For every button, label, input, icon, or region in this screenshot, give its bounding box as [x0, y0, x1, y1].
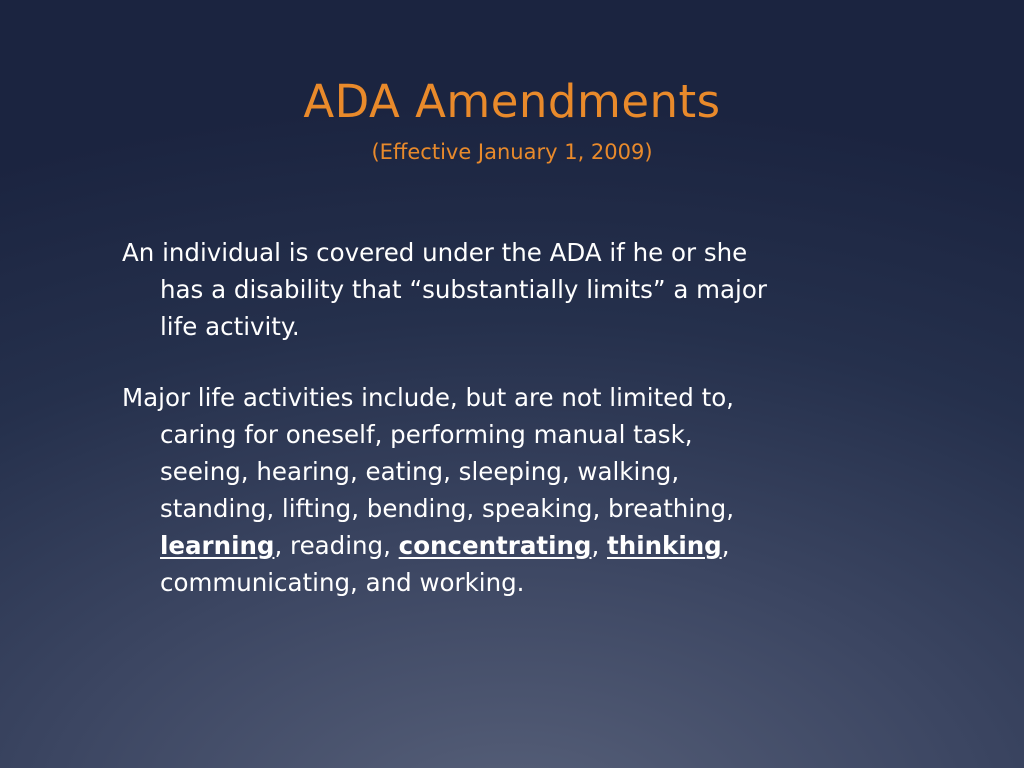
- activities-line-1: Major life activities include, but are not limited to,: [122, 383, 734, 412]
- separator-text: ,: [721, 531, 730, 560]
- activities-line-3: seeing, hearing, eating, sleeping, walking,: [160, 457, 680, 486]
- separator-text: , reading,: [274, 531, 399, 560]
- paragraph-gap: [122, 345, 922, 379]
- slide-body: [122, 234, 922, 601]
- activities-line-2: caring for oneself, performing manual task,: [160, 420, 693, 449]
- activities-line-6: communicating, and working.: [160, 568, 525, 597]
- coverage-paragraph: [122, 234, 922, 345]
- coverage-line-1: An individual is covered under the ADA if he or she: [122, 238, 748, 267]
- separator-text: ,: [591, 531, 608, 560]
- term-learning: learning: [160, 531, 275, 560]
- term-concentrating: concentrating: [398, 531, 592, 560]
- term-thinking: thinking: [607, 531, 722, 560]
- slide-title: ADA Amendments: [303, 75, 721, 128]
- activities-line-4: standing, lifting, bending, speaking, breathing,: [160, 494, 735, 523]
- slide-subtitle: (Effective January 1, 2009): [371, 140, 653, 164]
- activities-line-5: [122, 527, 922, 564]
- coverage-line-2: has a disability that “substantially limits” a major: [160, 275, 767, 304]
- activities-paragraph: [122, 379, 922, 601]
- coverage-line-3: life activity.: [160, 312, 300, 341]
